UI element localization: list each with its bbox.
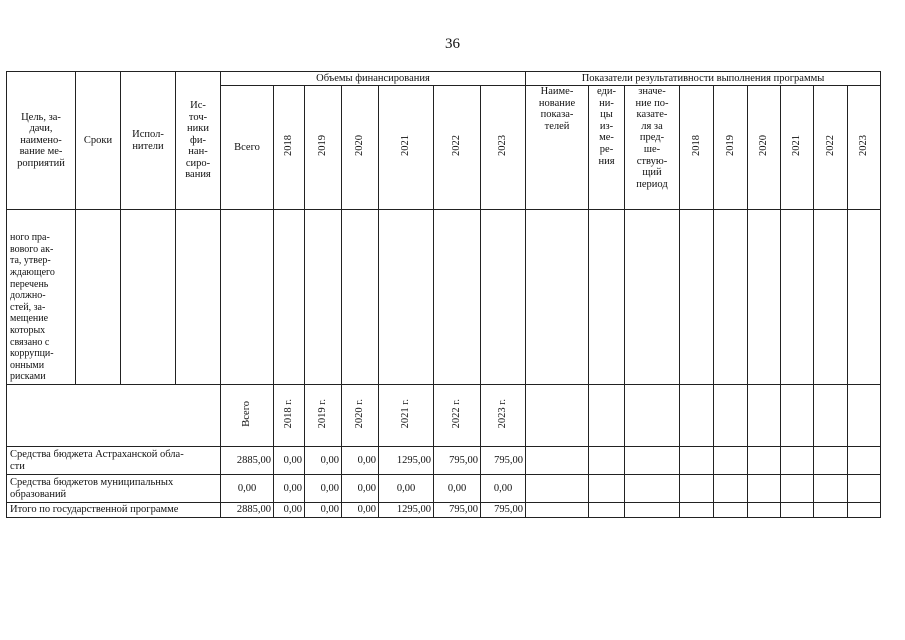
- empty-cell: [714, 385, 748, 447]
- empty-cell: [221, 210, 274, 385]
- program-table: [6, 71, 881, 518]
- funding-year-header: 2020: [342, 86, 379, 210]
- summary-row-municipal: [7, 475, 881, 503]
- empty-cell: [680, 503, 714, 518]
- summary-total-header: Всего: [221, 385, 274, 447]
- summary-row-total: [7, 503, 881, 518]
- executors-header: Испол- нители: [121, 72, 176, 210]
- indicator-year-header: 2021: [781, 86, 814, 210]
- empty-cell: [748, 503, 781, 518]
- summary-year-header: 2023 г.: [481, 385, 526, 447]
- summary-row-label: Средства бюджета Астраханской обла- сти: [7, 447, 221, 475]
- empty-cell: [848, 385, 881, 447]
- funding-year-header: 2022: [434, 86, 481, 210]
- page-number: 36: [445, 36, 460, 52]
- empty-cell: [379, 210, 434, 385]
- summary-value: 0,00: [305, 475, 342, 503]
- empty-cell: [781, 475, 814, 503]
- empty-cell: [589, 503, 625, 518]
- summary-value: 2885,00: [221, 503, 274, 518]
- empty-cell: [714, 210, 748, 385]
- summary-value: 0,00: [481, 475, 526, 503]
- summary-year-header: 2021 г.: [379, 385, 434, 447]
- empty-cell: [680, 475, 714, 503]
- header-row-1: [7, 72, 881, 86]
- empty-cell: [814, 385, 848, 447]
- summary-value: 0,00: [274, 475, 305, 503]
- empty-cell: [714, 447, 748, 475]
- funding-total-header: Всего: [221, 86, 274, 210]
- empty-cell: [589, 475, 625, 503]
- indicator-year-header: 2018: [680, 86, 714, 210]
- funding-year-header: 2018: [274, 86, 305, 210]
- empty-cell: [434, 210, 481, 385]
- summary-value: 0,00: [274, 447, 305, 475]
- empty-cell: [848, 447, 881, 475]
- terms-header: Сроки: [76, 72, 121, 210]
- continuation-row: [7, 210, 881, 385]
- empty-cell: [748, 447, 781, 475]
- empty-cell: [680, 210, 714, 385]
- empty-cell: [781, 210, 814, 385]
- indicator-unit-header: еди- ни- цы из- ме- ре- ния: [589, 86, 625, 210]
- summary-value: 1295,00: [379, 447, 434, 475]
- summary-value: 0,00: [379, 475, 434, 503]
- empty-cell: [625, 210, 680, 385]
- indicator-year-header: 2019: [714, 86, 748, 210]
- empty-cell: [814, 503, 848, 518]
- empty-cell: [625, 475, 680, 503]
- summary-year-header: 2019 г.: [305, 385, 342, 447]
- empty-cell: [481, 210, 526, 385]
- empty-cell: [848, 210, 881, 385]
- empty-cell: [526, 210, 589, 385]
- funding-group-header: Объемы финансирования: [221, 72, 526, 86]
- summary-value: 0,00: [305, 447, 342, 475]
- empty-cell: [274, 210, 305, 385]
- summary-row-regional: [7, 447, 881, 475]
- empty-cell: [625, 503, 680, 518]
- summary-year-header: 2022 г.: [434, 385, 481, 447]
- summary-header-row: [7, 385, 881, 447]
- summary-value: 0,00: [342, 503, 379, 518]
- summary-value: 0,00: [305, 503, 342, 518]
- indicator-prev-header: значе- ние по- казате- ля за пред- ше- ствую- щий период: [625, 86, 680, 210]
- empty-cell: [680, 385, 714, 447]
- summary-value: 1295,00: [379, 503, 434, 518]
- summary-row-label: Средства бюджетов муниципальных образований: [7, 475, 221, 503]
- empty-cell: [748, 475, 781, 503]
- empty-cell: [748, 210, 781, 385]
- empty-cell: [748, 385, 781, 447]
- funding-year-header: 2019: [305, 86, 342, 210]
- goal-header: Цель, за- дачи, наимено- вание ме- роприятий: [7, 72, 76, 210]
- summary-value: 795,00: [434, 503, 481, 518]
- empty-cell: [781, 503, 814, 518]
- empty-cell: [589, 447, 625, 475]
- empty-cell: [526, 447, 589, 475]
- indicator-year-header: 2022: [814, 86, 848, 210]
- summary-value: 2885,00: [221, 447, 274, 475]
- indicator-year-header: 2020: [748, 86, 781, 210]
- empty-cell: [176, 210, 221, 385]
- summary-year-header: 2020 г.: [342, 385, 379, 447]
- empty-cell: [814, 475, 848, 503]
- summary-value: 0,00: [342, 475, 379, 503]
- empty-cell: [814, 447, 848, 475]
- empty-cell: [526, 503, 589, 518]
- empty-cell: [589, 385, 625, 447]
- empty-cell: [76, 210, 121, 385]
- funding-year-header: 2021: [379, 86, 434, 210]
- empty-cell: [714, 503, 748, 518]
- empty-cell: [625, 447, 680, 475]
- summary-value: 0,00: [221, 475, 274, 503]
- summary-value: 0,00: [274, 503, 305, 518]
- empty-cell: [680, 447, 714, 475]
- summary-value: 0,00: [434, 475, 481, 503]
- empty-cell: [121, 210, 176, 385]
- summary-value: 0,00: [342, 447, 379, 475]
- indicator-name-header: Наиме- нование показа- телей: [526, 86, 589, 210]
- summary-label-header: [7, 385, 221, 447]
- empty-cell: [589, 210, 625, 385]
- summary-value: 795,00: [481, 447, 526, 475]
- empty-cell: [781, 447, 814, 475]
- empty-cell: [305, 210, 342, 385]
- empty-cell: [714, 475, 748, 503]
- summary-value: 795,00: [481, 503, 526, 518]
- empty-cell: [526, 475, 589, 503]
- summary-row-label: Итого по государственной программе: [7, 503, 221, 518]
- empty-cell: [848, 503, 881, 518]
- indicators-group-header: Показатели результативности выполнения программы: [526, 72, 881, 86]
- funding-year-header: 2023: [481, 86, 526, 210]
- indicator-year-header: 2023: [848, 86, 881, 210]
- empty-cell: [625, 385, 680, 447]
- sources-header: Ис- точ- ники фи- нан- сиро- вания: [176, 72, 221, 210]
- empty-cell: [526, 385, 589, 447]
- empty-cell: [814, 210, 848, 385]
- summary-value: 795,00: [434, 447, 481, 475]
- empty-cell: [342, 210, 379, 385]
- continuation-text: ного пра- вового ак- та, утвер- ждающего перечень должно- стей, за- мещение которых связано с коррупци- онными рисками: [7, 210, 76, 385]
- summary-year-header: 2018 г.: [274, 385, 305, 447]
- empty-cell: [848, 475, 881, 503]
- empty-cell: [781, 385, 814, 447]
